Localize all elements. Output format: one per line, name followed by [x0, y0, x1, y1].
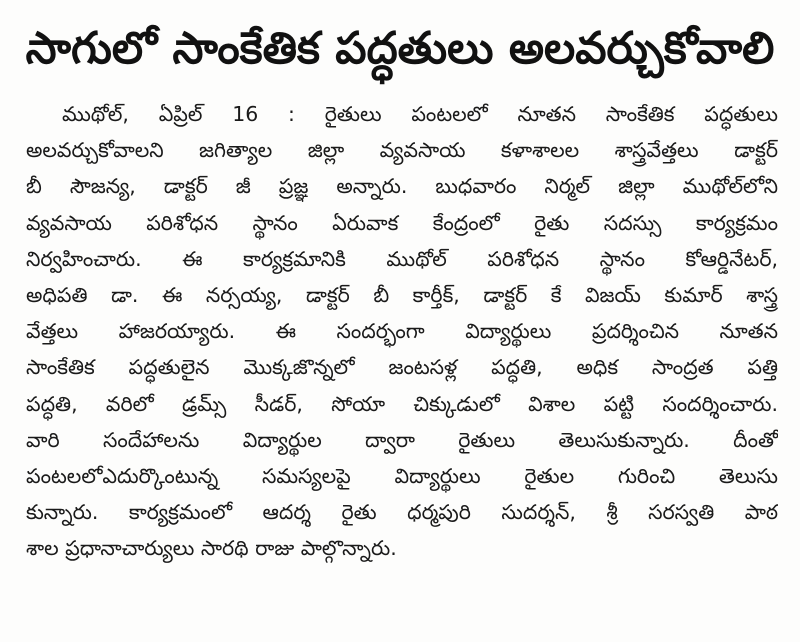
- article-line: ముథోల్, ఏప్రిల్ 16 : రైతులు పంటలలో నూతన సాంకేతిక పద్ధతులు: [62, 102, 778, 126]
- article-line: శాల ప్రధానాచార్యులు సారథి రాజు పాల్గొన్నారు.: [26, 536, 397, 561]
- article-line: అలవర్చుకోవాలని జగిత్యాల జిల్లా వ్యవసాయ కళాశాలల శాస్త్రవేత్తలు డాక్టర్: [26, 138, 778, 163]
- article-line: పద్ధతి, వరిలో డ్రమ్స్ సీడర్, సోయా చిక్కుడులో విశాల పట్టి సందర్శించారు.: [26, 391, 778, 416]
- article-line: వేత్తలు హాజరయ్యారు. ఈ సందర్భంగా విద్యార్థులు ప్రదర్శించిన నూతన: [26, 319, 778, 344]
- article-line: వ్యవసాయ పరిశోధన స్థానం ఏరువాక కేంద్రంలో రైతు సదస్సు కార్యక్రమం: [26, 210, 778, 235]
- article-line: కున్నారు. కార్యక్రమంలో ఆదర్శ రైతు ధర్మపురి సుదర్శన్, శ్రీ సరస్వతి పాఠ: [26, 500, 778, 525]
- article-line: పంటలలోఎదుర్కొంటున్న సమస్యలపై విద్యార్థులు రైతుల గురించి తెలుసు: [26, 463, 778, 488]
- article-line: వారి సందేహాలను విద్యార్థుల ద్వారా రైతులు తెలుసుకున్నారు. దీంతో: [26, 427, 778, 452]
- article-headline: సాగులో సాంకేతిక పద్ధతులు అలవర్చుకోవాలి: [25, 23, 775, 74]
- article-line: సాంకేతిక పద్ధతులైన మొక్కజొన్నలో జంటసళ్ల పద్ధతి, అధిక సాంద్రత పత్తి: [26, 355, 778, 380]
- article-line: నిర్వహించారు. ఈ కార్యక్రమానికి ముథోల్ పరిశోధన స్థానం కోఆర్డినేటర్,: [26, 246, 778, 271]
- article-line: బీ సౌజన్య, డాక్టర్ జీ ప్రజ్ఞ అన్నారు. బుధవారం నిర్మల్ జిల్లా ముథోల్‌లోని: [26, 174, 778, 199]
- article-line: అధిపతి డా. ఈ నర్సయ్య, డాక్టర్ బీ కార్తీక్, డాక్టర్ కే విజయ్ కుమార్ శాస్త్ర: [26, 282, 778, 307]
- article-body: [26, 96, 778, 566]
